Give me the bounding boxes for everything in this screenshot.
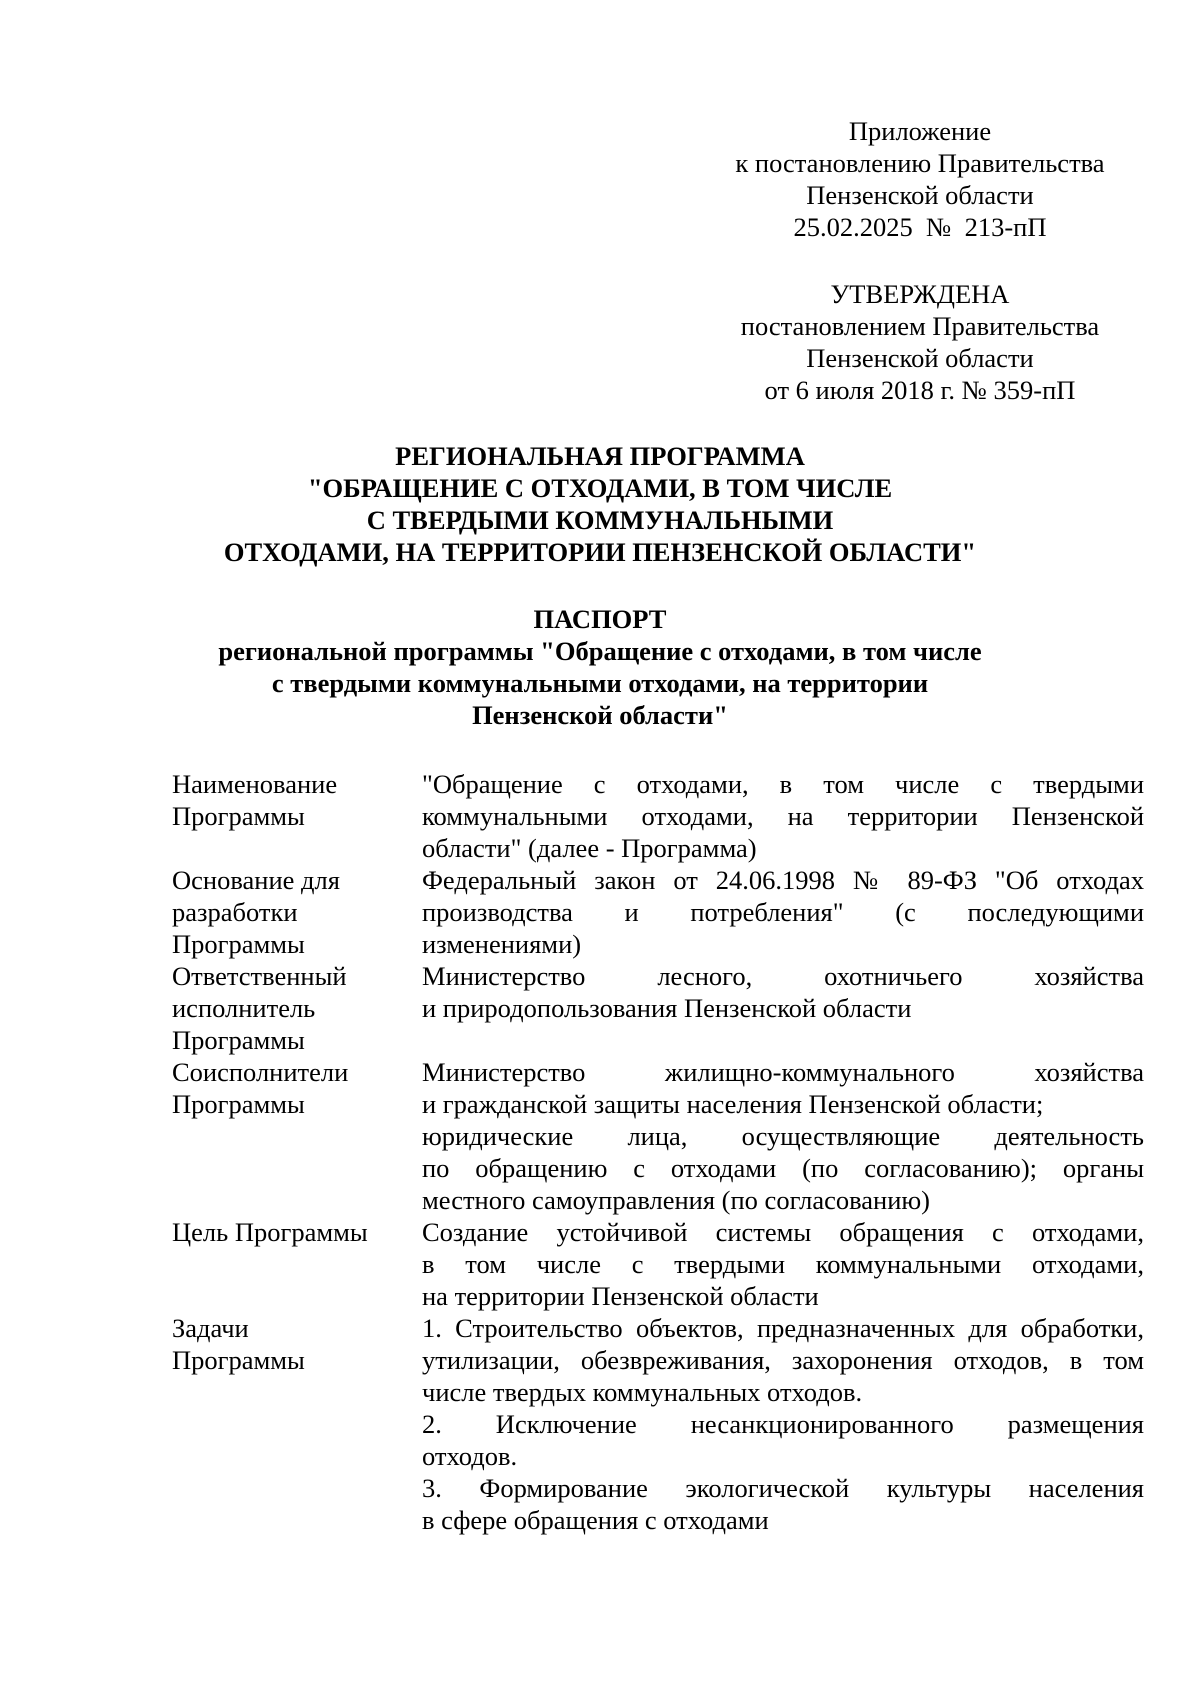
label-line: Программы bbox=[172, 1089, 305, 1119]
row-value bbox=[422, 1312, 1144, 1536]
value-line: Создание устойчивой системы обращения с отходами, bbox=[422, 1217, 1144, 1247]
approval-line: Пензенской области bbox=[806, 343, 1034, 373]
label-line: Программы bbox=[172, 929, 305, 959]
value-line: в сфере обращения с отходами bbox=[422, 1505, 769, 1535]
title-line: С ТВЕРДЫМИ КОММУНАЛЬНЫМИ bbox=[366, 505, 834, 535]
label-line: Программы bbox=[172, 1025, 305, 1055]
passport-subtitle-line: с твердыми коммунальными отходами, на территории bbox=[271, 668, 929, 698]
row-value bbox=[422, 1216, 1144, 1312]
value-line: местного самоуправления (по согласованию) bbox=[422, 1185, 931, 1215]
title-line: РЕГИОНАЛЬНАЯ ПРОГРАММА bbox=[395, 441, 805, 471]
value-line: утилизации, обезвреживания, захоронения отходов, в том bbox=[422, 1345, 1144, 1375]
value-line: юридические лица, осуществляющие деятельность bbox=[422, 1121, 1144, 1151]
label-line: Наименование bbox=[172, 769, 338, 799]
label-line: Программы bbox=[172, 1345, 305, 1375]
passport-heading-block bbox=[170, 603, 1030, 731]
passport-heading: ПАСПОРТ bbox=[533, 604, 667, 634]
label-line: Программы bbox=[172, 801, 305, 831]
passport-table bbox=[172, 768, 1152, 1536]
passport-subtitle-line: региональной программы "Обращение с отходами, в том числе bbox=[218, 636, 982, 666]
value-line: в том числе с твердыми коммунальными отходами, bbox=[422, 1249, 1144, 1279]
value-line: отходов. bbox=[422, 1441, 518, 1471]
label-line: Цель Программы bbox=[172, 1217, 368, 1247]
row-label bbox=[172, 1312, 422, 1536]
label-line: Задачи bbox=[172, 1313, 249, 1343]
value-line: 1. Строительство объектов, предназначенных для обработки, bbox=[422, 1313, 1144, 1343]
value-line: Федеральный закон от 24.06.1998 № 89-ФЗ "Об отходах bbox=[422, 865, 1144, 895]
row-value bbox=[422, 1056, 1144, 1216]
value-line: и гражданской защиты населения Пензенской области; bbox=[422, 1089, 1044, 1119]
value-line: области" (далее - Программа) bbox=[422, 833, 757, 863]
row-value bbox=[422, 864, 1144, 960]
appendix-line: 25.02.2025 № 213-пП bbox=[793, 212, 1047, 242]
value-line: и природопользования Пензенской области bbox=[422, 993, 912, 1023]
appendix-line: к постановлению Правительства bbox=[735, 148, 1105, 178]
value-line: производства и потребления" (с последующими bbox=[422, 897, 1144, 927]
value-line: коммунальными отходами, на территории Пензенской bbox=[422, 801, 1144, 831]
label-line: разработки bbox=[172, 897, 298, 927]
table-row-tasks bbox=[172, 1312, 1152, 1536]
title-line: ОТХОДАМИ, НА ТЕРРИТОРИИ ПЕНЗЕНСКОЙ ОБЛАСТИ" bbox=[223, 537, 977, 567]
approval-line: УТВЕРЖДЕНА bbox=[830, 279, 1010, 309]
value-line: по обращению с отходами (по согласованию); органы bbox=[422, 1153, 1144, 1183]
table-row-executor bbox=[172, 960, 1152, 1056]
label-line: Основание для bbox=[172, 865, 340, 895]
label-line: исполнитель bbox=[172, 993, 316, 1023]
value-line: Министерство жилищно-коммунального хозяйства bbox=[422, 1057, 1144, 1087]
title-line: "ОБРАЩЕНИЕ С ОТХОДАМИ, В ТОМ ЧИСЛЕ bbox=[307, 473, 893, 503]
table-row-basis bbox=[172, 864, 1152, 960]
appendix-line: Приложение bbox=[848, 116, 992, 146]
approval-line: постановлением Правительства bbox=[740, 311, 1100, 341]
row-label bbox=[172, 768, 422, 864]
appendix-block bbox=[690, 115, 1150, 243]
table-row-name bbox=[172, 768, 1152, 864]
row-value bbox=[422, 768, 1144, 864]
label-line: Ответственный bbox=[172, 961, 347, 991]
row-label bbox=[172, 1056, 422, 1216]
value-line: 2. Исключение несанкционированного размещения bbox=[422, 1409, 1144, 1439]
value-line: "Обращение с отходами, в том числе с твердыми bbox=[422, 769, 1144, 799]
passport-subtitle-line: Пензенской области" bbox=[472, 700, 728, 730]
approval-block bbox=[690, 278, 1150, 406]
value-line: Министерство лесного, охотничьего хозяйства bbox=[422, 961, 1144, 991]
appendix-line: Пензенской области bbox=[806, 180, 1034, 210]
value-line: изменениями) bbox=[422, 929, 582, 959]
row-label bbox=[172, 1216, 422, 1312]
table-row-goal bbox=[172, 1216, 1152, 1312]
row-value bbox=[422, 960, 1144, 1056]
label-line: Соисполнители bbox=[172, 1057, 349, 1087]
value-line: числе твердых коммунальных отходов. bbox=[422, 1377, 863, 1407]
approval-line: от 6 июля 2018 г. № 359-пП bbox=[764, 375, 1076, 405]
row-label bbox=[172, 960, 422, 1056]
value-line: на территории Пензенской области bbox=[422, 1281, 819, 1311]
row-label bbox=[172, 864, 422, 960]
value-line: 3. Формирование экологической культуры населения bbox=[422, 1473, 1144, 1503]
table-row-coexecutors bbox=[172, 1056, 1152, 1216]
program-title bbox=[170, 440, 1030, 568]
